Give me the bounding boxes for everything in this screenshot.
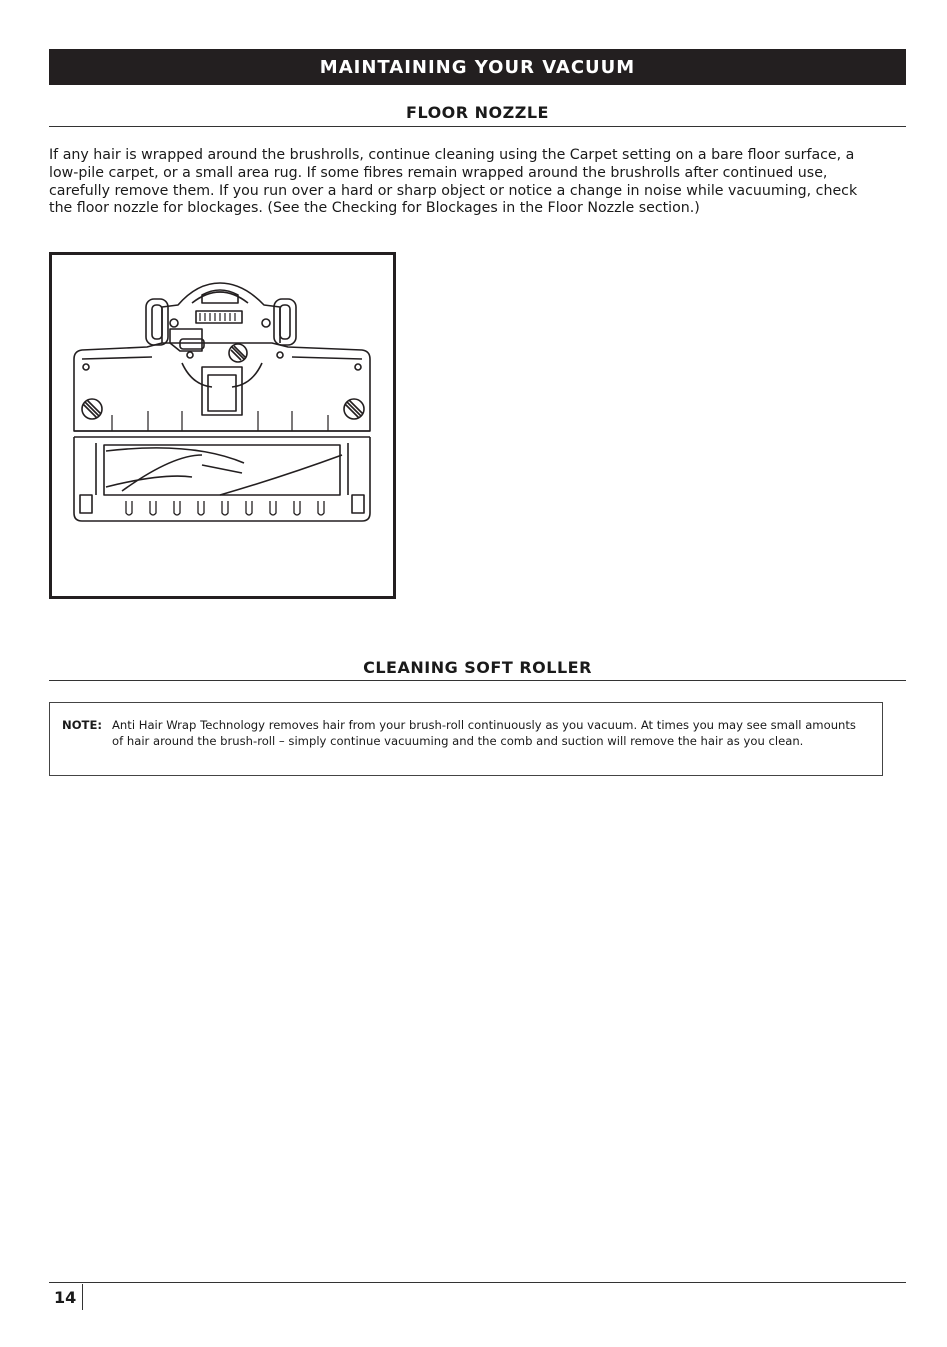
page-number-divider xyxy=(82,1284,83,1310)
floor-nozzle-illustration xyxy=(49,252,396,599)
note-box xyxy=(49,702,883,776)
note-text: Anti Hair Wrap Technology removes hair from your brush-roll continuously as you vacuum. At times you may see small amounts of hair around the brush-roll – simply continue vacuuming and the comb and suction will remove the hair as you clean. xyxy=(112,718,856,748)
soft-roller-rule xyxy=(49,680,906,681)
note-label: NOTE: xyxy=(62,718,103,732)
floor-nozzle-rule xyxy=(49,126,906,127)
cleaning-soft-roller-heading: CLEANING SOFT ROLLER xyxy=(363,658,592,677)
footer-rule xyxy=(49,1282,906,1283)
page-number: 14 xyxy=(54,1288,77,1307)
section-banner xyxy=(49,49,906,85)
floor-nozzle-underside-diagram xyxy=(52,255,393,596)
floor-nozzle-heading: FLOOR NOZZLE xyxy=(406,103,549,122)
banner-title: MAINTAINING YOUR VACUUM xyxy=(319,56,636,78)
floor-nozzle-paragraph: If any hair is wrapped around the brushrolls, continue cleaning using the Carpet setting on a bare floor surface, a low-pile carpet, or a small area rug. If some fibres remain wrapped around the brushrolls after continued use, carefully remove them. If you run over a hard or sharp object or notice a change in noise while vacuuming, check the floor nozzle for blockages. (See the Checking for Blockages in the Floor Nozzle section.) xyxy=(49,147,858,217)
